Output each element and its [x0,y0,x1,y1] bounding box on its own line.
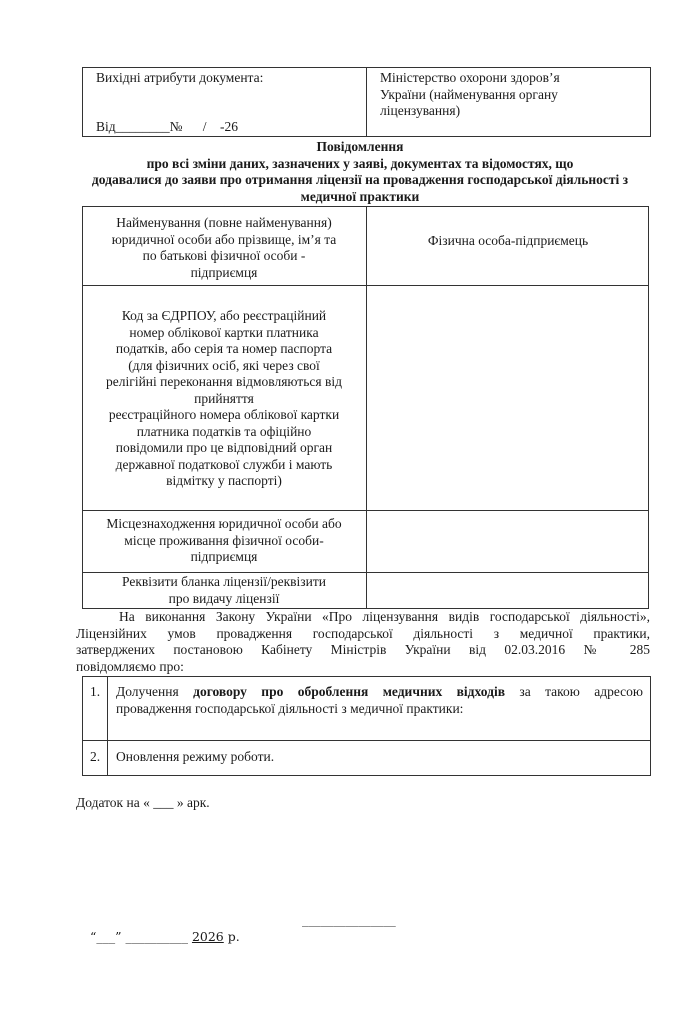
info-row-label-address [84,516,364,566]
recipient-line: України (найменування органу [380,86,558,102]
info-row-value-name: Фізична особа-підприємець [427,233,589,248]
items-table-row-divider [82,740,651,741]
recipient-line: ліцензування) [380,103,461,118]
info-row-label-name [84,215,364,281]
label-line: номер облікової картки платника [129,324,319,340]
outgoing-ref-line: Від________№ / -26 [96,119,239,134]
label-line: релігійні переконання відмовляються від [106,374,342,389]
items-table-col-divider [107,676,108,776]
label-line: про видачу ліцензії [168,590,280,606]
subtitle-line: медичної практики [300,188,420,204]
info-row-value-address[interactable] [368,512,648,571]
document-title [60,139,660,205]
item-text-part: Долучення [116,684,194,699]
info-row-label-license [84,574,364,607]
page-title: Повідомлення [316,139,404,154]
info-table-row-divider [82,572,649,573]
paragraph-line: Ліцензійних умов провадження господарської діяльності з медичної практики, [76,625,650,641]
label-line: підприємця [190,264,258,280]
label-line: реєстраційного номера облікової картки [108,407,340,422]
date-month-field[interactable]: __________ [125,928,188,944]
info-table-row-divider [82,510,649,511]
paragraph-line: затверджених постановою Кабінету Міністрів України від 02.03.2016 № 285 [76,642,650,657]
date-day-field[interactable]: “___” [89,928,122,944]
item-text: Оновлення режиму роботи. [116,749,275,764]
label-line: (для фізичних осіб, які через свої [128,357,320,373]
paragraph-line: повідомляємо про: [76,658,184,674]
label-line: Реквізити бланка ліцензії/реквізити [122,574,326,589]
label-line: підприємця [190,549,258,564]
paragraph-line: На виконання Закону України «Про ліцензування видів господарської діяльності», [119,609,650,624]
item-number: 1. [89,684,101,699]
label-line: податків, або серія та номер паспорта [115,341,333,356]
label-line: Найменування (повне найменування) [116,215,332,230]
date-year: 2026 [191,928,224,944]
info-row-label-code [84,308,364,490]
date-year-suffix: р. [223,928,240,944]
info-row-value-license[interactable] [368,574,648,608]
label-line: по батькові фізичної особи - [142,248,306,263]
signature-field[interactable]: _______________ [302,912,396,927]
label-line: юридичної особи або прізвище, ім’я та [111,231,337,247]
subtitle-line: додавалися до заяви про отримання ліцензії на провадження господарської діяльності з [91,172,629,187]
label-line: прийняття [194,390,254,406]
item-line: провадження господарської діяльності з медичної практики: [116,700,464,716]
header-table-divider [366,67,367,137]
info-table-col-divider [366,206,367,609]
label-line: платника податків та офіційно [136,423,312,439]
attachment-line: Додаток на « ___ » арк. [76,795,210,810]
info-row-value-code[interactable] [368,287,648,509]
subtitle-line: про всі зміни даних, зазначених у заяві, документах та відомостях, що [146,155,574,171]
label-line: державної податкової служби і мають [115,456,333,472]
item-line [116,684,643,701]
recipient-block [380,70,560,120]
outgoing-attributes-label: Вихідні атрибути документа: [96,70,264,85]
recipient-line: Міністерство охорони здоров’я [380,70,560,85]
item-text [116,684,643,717]
signature-date-line [82,912,240,945]
item-text-bold: договору про оброблення медичних відходів [193,684,505,699]
label-line: Код за ЄДРПОУ, або реєстраційний [121,308,327,323]
body-paragraph [76,609,650,675]
item-text-part: за такою адресою [504,684,644,699]
label-line: повідомили про це відповідний орган [115,440,333,455]
label-line: місце проживання фізичної особи- [124,532,324,548]
label-line: відмітку у паспорті) [166,473,282,488]
item-number: 2. [89,749,101,764]
info-table-row-divider [82,285,649,286]
label-line: Місцезнаходження юридичної особи або [106,516,342,531]
